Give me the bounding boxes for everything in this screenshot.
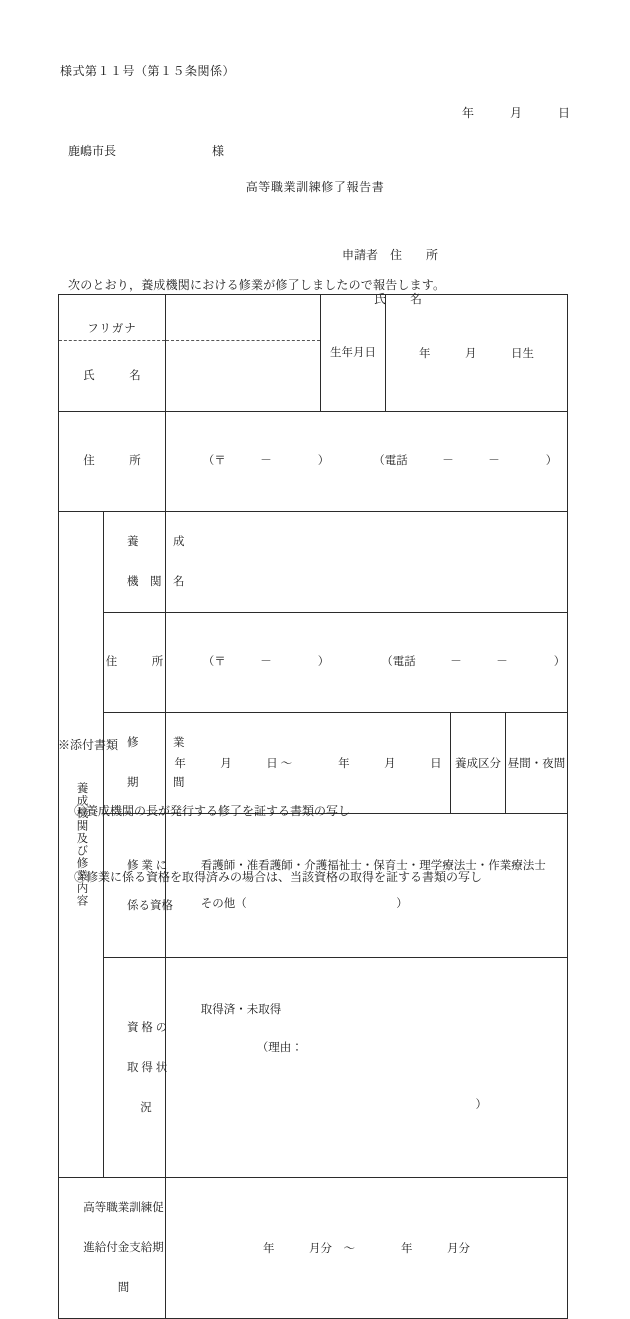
status-label-line2: 取 得 状 <box>127 1061 168 1074</box>
institution-name-label-line2: 機 関 名 <box>127 576 185 588</box>
institution-address-fields <box>166 637 567 688</box>
grant-period-label-line1: 高等職業訓練促 <box>83 1202 164 1214</box>
grant-period-value[interactable]: 年 月分 〜 年 月分 <box>166 1178 568 1319</box>
status-value-cell[interactable] <box>166 958 568 1178</box>
institution-tel[interactable]: （電話 － － ） <box>381 656 566 668</box>
applicant-address-label: 申請者 住 所 <box>342 248 439 262</box>
institution-name-label-line1: 養 成 <box>127 536 185 548</box>
attachment-notes <box>58 690 482 932</box>
table-row-status <box>59 958 568 1178</box>
furigana-input[interactable] <box>166 319 320 341</box>
division-value[interactable]: 昼間・夜間 <box>506 713 568 814</box>
table-row-name <box>59 295 568 412</box>
institution-zip[interactable]: （〒 － ） <box>202 656 330 668</box>
name-input-cell[interactable] <box>166 295 321 412</box>
name-input[interactable] <box>166 365 320 387</box>
table-row-grant-period <box>59 1178 568 1319</box>
grant-period-label-line2: 進給付金支給期 <box>83 1242 164 1254</box>
address-label: 住 所 <box>59 412 166 512</box>
institution-address-label: 住 所 <box>104 613 166 713</box>
form-number: 様式第１１号（第１５条関係） <box>60 64 236 78</box>
furigana-label: フリガナ <box>59 319 165 341</box>
status-label-line1: 資 格 の <box>127 1021 168 1034</box>
status-reason-close: ） <box>475 1099 488 1111</box>
address-value-cell[interactable] <box>166 412 568 512</box>
address-tel[interactable]: （電話 － － ） <box>373 455 558 467</box>
qualification-other[interactable]: その他（ ） <box>200 898 408 910</box>
attachment-notes-heading: ※添付書類 <box>58 738 119 752</box>
address-zip[interactable]: （〒 － ） <box>202 455 330 467</box>
grant-period-label <box>59 1178 166 1319</box>
birthdate-value[interactable]: 年 月 日生 <box>386 295 568 412</box>
table-row-institution-name <box>59 512 568 613</box>
qualification-label-line1: 修 業 に <box>127 859 168 872</box>
lead-sentence: 次のとおり，養成機関における修業が修了しましたので報告します。 <box>68 278 446 292</box>
document-title: 高等職業訓練修了報告書 <box>245 180 385 194</box>
qualification-list[interactable]: 看護師・准看護師・介護福祉士・保育士・理学療法士・作業療法士 <box>200 860 546 872</box>
period-label-line1: 修 業 <box>127 737 185 749</box>
institution-name-input[interactable] <box>166 512 568 613</box>
date-line: 年 月 日 <box>461 106 570 120</box>
status-label-line3: 況 <box>140 1101 152 1114</box>
birthdate-label: 生年月日 <box>321 295 386 412</box>
name-label: 氏 名 <box>83 370 141 382</box>
status-reason-label[interactable]: （理由： <box>256 1042 303 1054</box>
attachment-note-1: ①養成機関の長が発行する修了を証する書類の写し <box>74 804 351 818</box>
status-value[interactable]: 取得済・未取得 <box>200 1004 282 1016</box>
addressee-line: 鹿嶋市長 様 <box>68 144 225 158</box>
address-fields <box>166 436 567 487</box>
grant-period-label-line3: 間 <box>117 1282 130 1294</box>
period-label-line2: 期 間 <box>127 777 185 789</box>
status-fields <box>166 982 567 1153</box>
qualification-label-line2: 係る資格 <box>127 899 173 912</box>
division-label: 養成区分 <box>451 713 506 814</box>
status-label <box>104 958 166 1178</box>
applicant-name-label: 氏 名 <box>374 292 423 306</box>
period-value[interactable]: 年 月 日 〜 年 月 日 <box>166 713 451 814</box>
attachment-note-2: ②修業に係る資格を取得済みの場合は、当該資格の取得を証する書類の写し <box>74 870 483 884</box>
name-label-cell <box>59 295 166 412</box>
vertical-section-label: 養成機関及び修業内容 <box>75 782 88 907</box>
table-row-address <box>59 412 568 512</box>
institution-name-label <box>104 512 185 613</box>
